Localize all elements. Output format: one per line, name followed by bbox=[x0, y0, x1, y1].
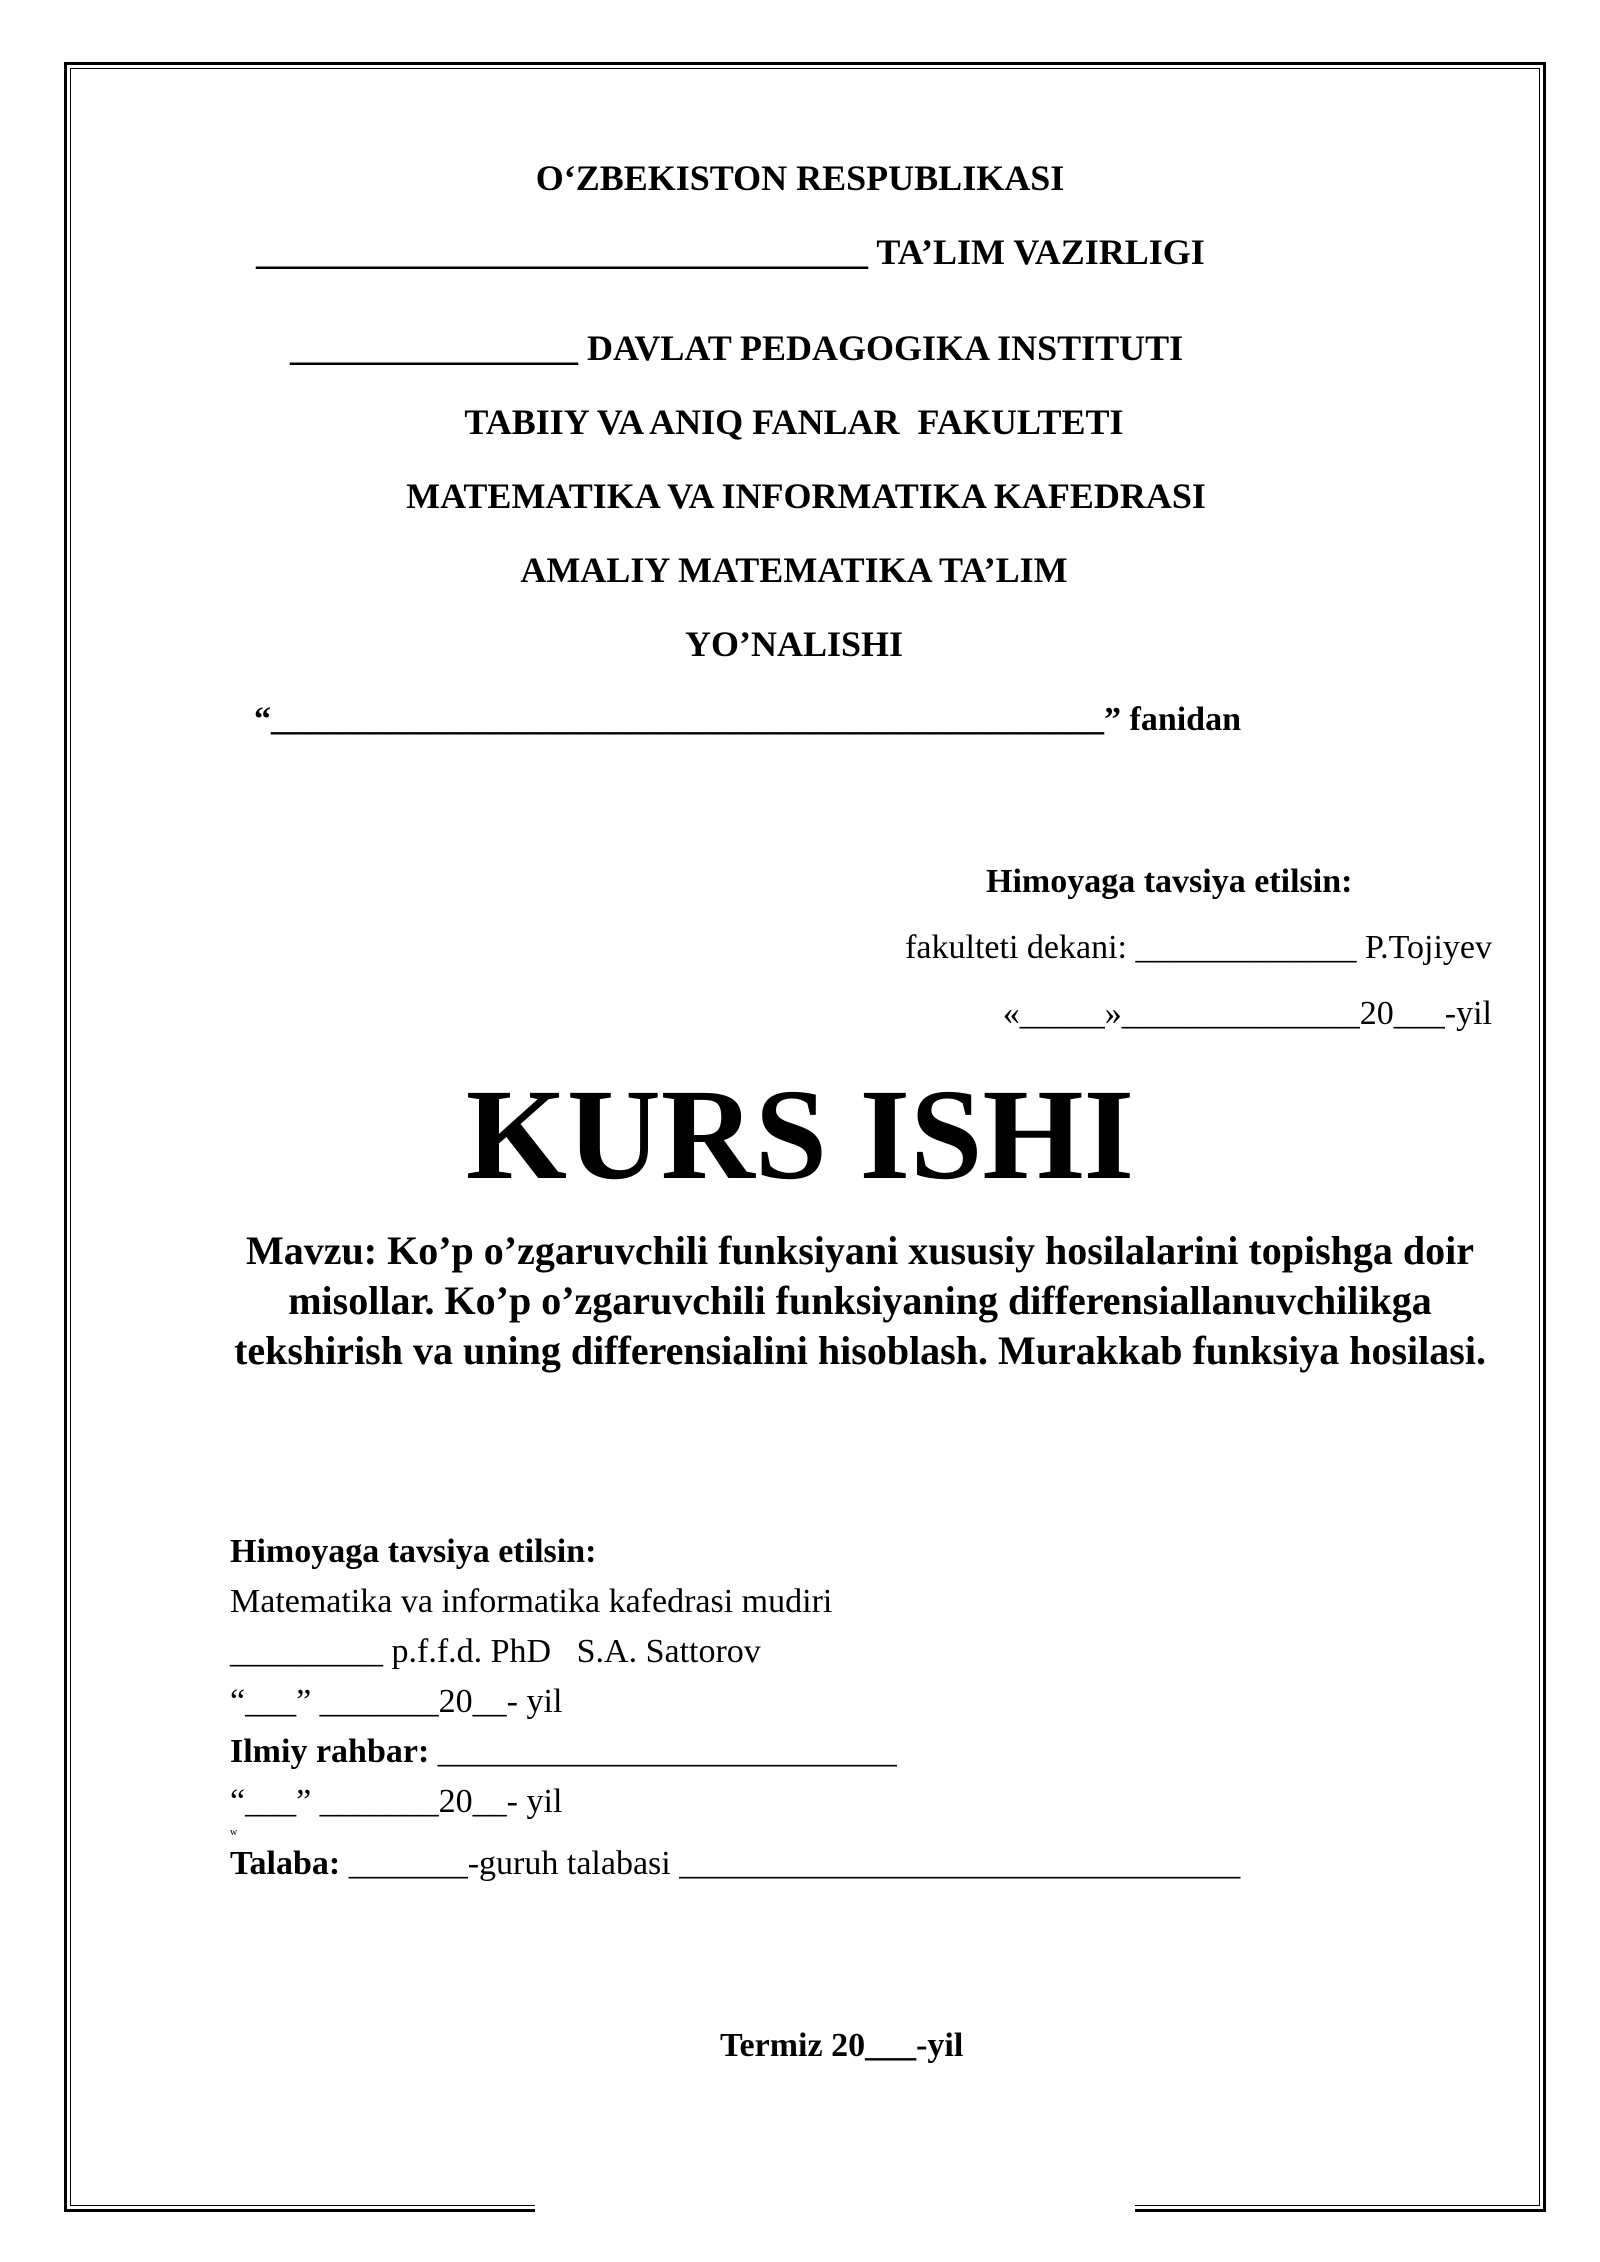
header-program: AMALIY MATEMATIKA TA’LIM bbox=[520, 550, 1068, 590]
supervisor-line bbox=[230, 1730, 897, 1774]
department-head-signature: _________ p.f.f.d. PhD S.A. Sattorov bbox=[230, 1633, 761, 1670]
footer-city-year: Termiz 20___-yil bbox=[720, 2027, 964, 2064]
header-ministry: __________________________________ TA’LIM VAZIRLIGI bbox=[256, 232, 1205, 272]
header-institute: ________________ DAVLAT PEDAGOGIKA INSTITUTI bbox=[290, 328, 1184, 368]
topic-text: Mavzu: Ko’p o’zgaruvchili funksiyani xususiy hosilalarini topishga doir misollar. Ko’p o’zgaruvchili funksiyaning differensiallanuvchilikga tekshirish va uning differensialini hisoblash. Murakkab funksiya hosilasi. bbox=[234, 1228, 1486, 1373]
header-program-cont: YO’NALISHI bbox=[684, 624, 904, 664]
supervisor-date-line: “___” _______20__- yil bbox=[230, 1783, 563, 1820]
header-republic: O‘ZBEKISTON RESPUBLIKASI bbox=[535, 158, 1065, 198]
tiny-mark: w bbox=[230, 1827, 238, 1838]
dean-date-line: «_____»______________20___-yil bbox=[1002, 995, 1492, 1032]
supervisor-label: Ilmiy rahbar: bbox=[230, 1733, 430, 1770]
student-rest: _______-guruh talabasi _________________________________ bbox=[340, 1845, 1241, 1882]
border-gap bbox=[535, 2200, 1135, 2220]
supervisor-blank: ___________________________ bbox=[429, 1733, 897, 1770]
header-faculty: TABIIY VA ANIQ FANLAR FAKULTETI bbox=[464, 402, 1124, 442]
dean-approval-title: Himoyaga tavsiya etilsin: bbox=[986, 863, 1353, 900]
header-department: MATEMATIKA VA INFORMATIKA KAFEDRASI bbox=[406, 476, 1206, 516]
department-head-line: Matematika va informatika kafedrasi mudiri bbox=[230, 1583, 833, 1620]
student-line bbox=[230, 1842, 1240, 1886]
approval-date-line: “___” _______20__- yil bbox=[230, 1683, 563, 1720]
subject-line: “_________________________________________________” fanidan bbox=[254, 701, 1241, 738]
approval-title: Himoyaga tavsiya etilsin: bbox=[230, 1533, 597, 1570]
dean-signature-line: fakulteti dekani: _____________ P.Tojiyev bbox=[905, 929, 1492, 966]
main-title: KURS ISHI bbox=[465, 1063, 1135, 1207]
student-label: Talaba: bbox=[230, 1845, 341, 1882]
